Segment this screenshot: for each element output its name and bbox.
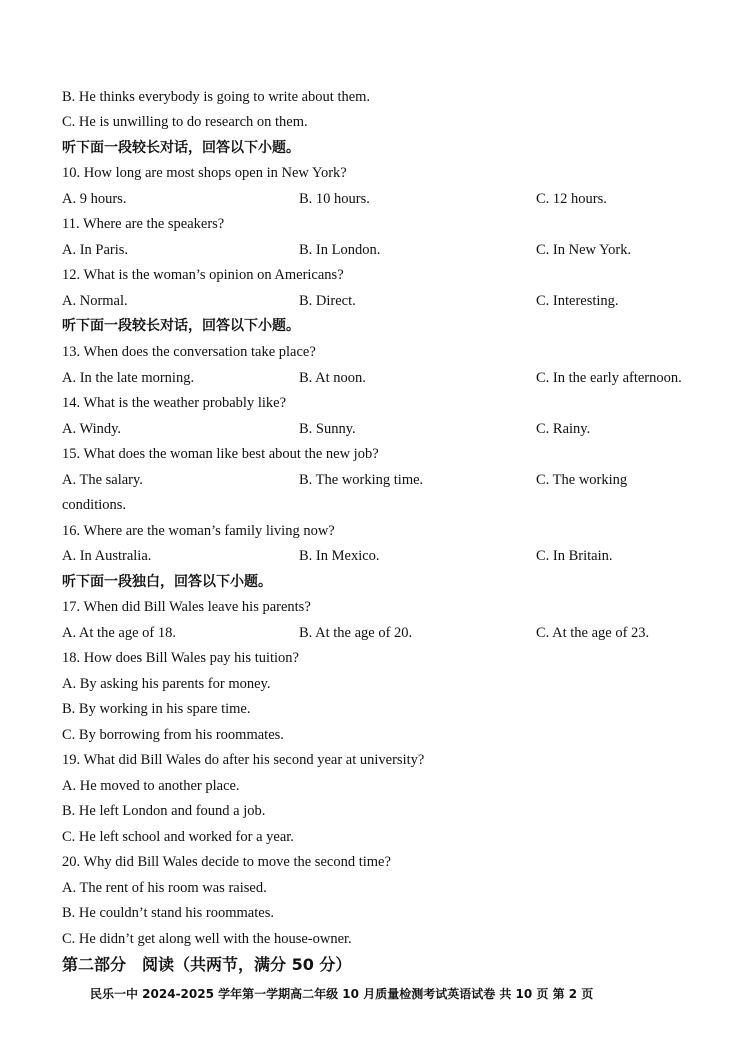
option-b: B. He left London and found a job. xyxy=(62,803,266,819)
option-a: A. At the age of 18. xyxy=(62,625,176,641)
option-b: B. Sunny. xyxy=(299,421,356,437)
question-11: 11. Where are the speakers? xyxy=(62,216,225,232)
option-a: A. He moved to another place. xyxy=(62,778,240,794)
question-16: 16. Where are the woman’s family living now? xyxy=(62,523,335,539)
option-c: C. Interesting. xyxy=(536,293,619,309)
option-c-continued: conditions. xyxy=(62,497,127,513)
option-line: C. He is unwilling to do research on them. xyxy=(62,114,308,130)
listening-instruction: 听下面一段较长对话，回答以下小题。 xyxy=(62,318,300,334)
option-a: A. Normal. xyxy=(62,293,128,309)
option-c: C. He left school and worked for a year. xyxy=(62,829,294,845)
question-14: 14. What is the weather probably like? xyxy=(62,395,287,411)
section-title: 第二部分 阅读（共两节，满分 50 分） xyxy=(62,955,352,974)
question-12: 12. What is the woman’s opinion on Americans? xyxy=(62,267,344,283)
option-a: A. In Australia. xyxy=(62,548,152,564)
option-b: B. The working time. xyxy=(299,472,424,488)
option-c: C. Rainy. xyxy=(536,421,591,437)
page-footer: 民乐一中 2024-2025 学年第一学期高二年级 10 月质量检测考试英语试卷 共 10 页 第 2 页 xyxy=(90,987,594,1001)
option-c: C. In New York. xyxy=(536,242,632,258)
question-18: 18. How does Bill Wales pay his tuition? xyxy=(62,650,299,666)
option-b: B. He couldn’t stand his roommates. xyxy=(62,905,274,921)
option-a: A. By asking his parents for money. xyxy=(62,676,271,692)
option-a: A. The salary. xyxy=(62,472,143,488)
option-a: A. 9 hours. xyxy=(62,191,127,207)
option-c: C. In the early afternoon. xyxy=(536,370,682,386)
option-c: C. In Britain. xyxy=(536,548,613,564)
option-a: A. The rent of his room was raised. xyxy=(62,880,267,896)
option-line: B. He thinks everybody is going to write about them. xyxy=(62,89,371,105)
option-a: A. Windy. xyxy=(62,421,122,437)
option-c: C. The working xyxy=(536,472,628,488)
option-c: C. By borrowing from his roommates. xyxy=(62,727,284,743)
option-c: C. 12 hours. xyxy=(536,191,607,207)
option-b: B. At the age of 20. xyxy=(299,625,413,641)
option-c: C. He didn’t get along well with the house-owner. xyxy=(62,931,352,947)
option-b: B. At noon. xyxy=(299,370,366,386)
question-19: 19. What did Bill Wales do after his second year at university? xyxy=(62,752,425,768)
question-20: 20. Why did Bill Wales decide to move the second time? xyxy=(62,854,391,870)
option-b: B. 10 hours. xyxy=(299,191,370,207)
question-13: 13. When does the conversation take place? xyxy=(62,344,316,360)
listening-instruction: 听下面一段较长对话，回答以下小题。 xyxy=(62,140,300,156)
option-b: B. In London. xyxy=(299,242,381,258)
option-c: C. At the age of 23. xyxy=(536,625,650,641)
question-17: 17. When did Bill Wales leave his parents? xyxy=(62,599,311,615)
option-b: B. By working in his spare time. xyxy=(62,701,251,717)
question-10: 10. How long are most shops open in New York? xyxy=(62,165,347,181)
question-15: 15. What does the woman like best about the new job? xyxy=(62,446,379,462)
option-a: A. In Paris. xyxy=(62,242,129,258)
option-a: A. In the late morning. xyxy=(62,370,195,386)
option-b: B. Direct. xyxy=(299,293,356,309)
listening-instruction: 听下面一段独白，回答以下小题。 xyxy=(62,574,272,590)
option-b: B. In Mexico. xyxy=(299,548,380,564)
